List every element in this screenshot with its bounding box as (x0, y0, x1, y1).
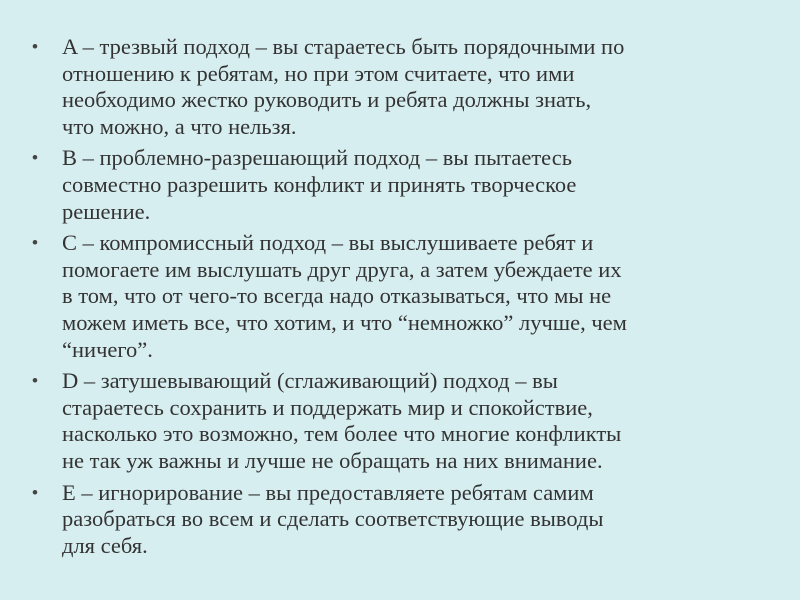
bullet-line: необходимо жестко руководить и ребята должны знать, (62, 87, 592, 113)
bullet-list (30, 34, 770, 564)
bullet-line: B – проблемно-разрешающий подход – вы пытаетесь (62, 145, 572, 171)
bullet-line: что можно, а что нельзя. (62, 113, 297, 139)
bullet-dot-icon: • (32, 148, 38, 168)
bullet-line: совместно разрешить конфликт и принять творческое (62, 171, 577, 197)
bullet-line: решение. (62, 198, 151, 224)
bullet-line: помогаете им выслушать друг друга, а затем убеждаете их (62, 256, 622, 282)
bullet-line: можем иметь все, что хотим, и что “немножко” лучше, чем (62, 309, 627, 335)
bullet-item-b (30, 145, 770, 225)
bullet-line: “ничего”. (62, 336, 153, 362)
bullet-line: насколько это возможно, тем более что многие конфликты (62, 421, 622, 447)
bullet-item-d (30, 368, 770, 474)
bullet-line: в том, что от чего-то всегда надо отказываться, что мы не (62, 283, 612, 309)
bullet-line: D – затушевывающий (сглаживающий) подход – вы (62, 368, 558, 394)
bullet-line: E – игнорирование – вы предоставляете ребятам самим (62, 479, 594, 505)
bullet-line: не так уж важны и лучше не обращать на них внимание. (62, 447, 603, 473)
bullet-dot-icon: • (32, 371, 38, 391)
bullet-line: отношению к ребятам, но при этом считаете, что ими (62, 60, 575, 86)
bullet-dot-icon: • (32, 233, 38, 253)
bullet-line: для себя. (62, 532, 148, 558)
bullet-line: C – компромиссный подход – вы выслушиваете ребят и (62, 230, 594, 256)
bullet-line: стараетесь сохранить и поддержать мир и спокойствие, (62, 394, 593, 420)
bullet-line: A – трезвый подход – вы стараетесь быть порядочными по (62, 34, 625, 59)
bullet-dot-icon: • (32, 37, 38, 56)
bullet-line: разобраться во всем и сделать соответствующие выводы (62, 506, 604, 532)
bullet-item-c (30, 230, 770, 363)
bullet-dot-icon: • (32, 482, 38, 502)
bullet-item-a (30, 34, 770, 140)
bullet-item-e (30, 480, 770, 560)
